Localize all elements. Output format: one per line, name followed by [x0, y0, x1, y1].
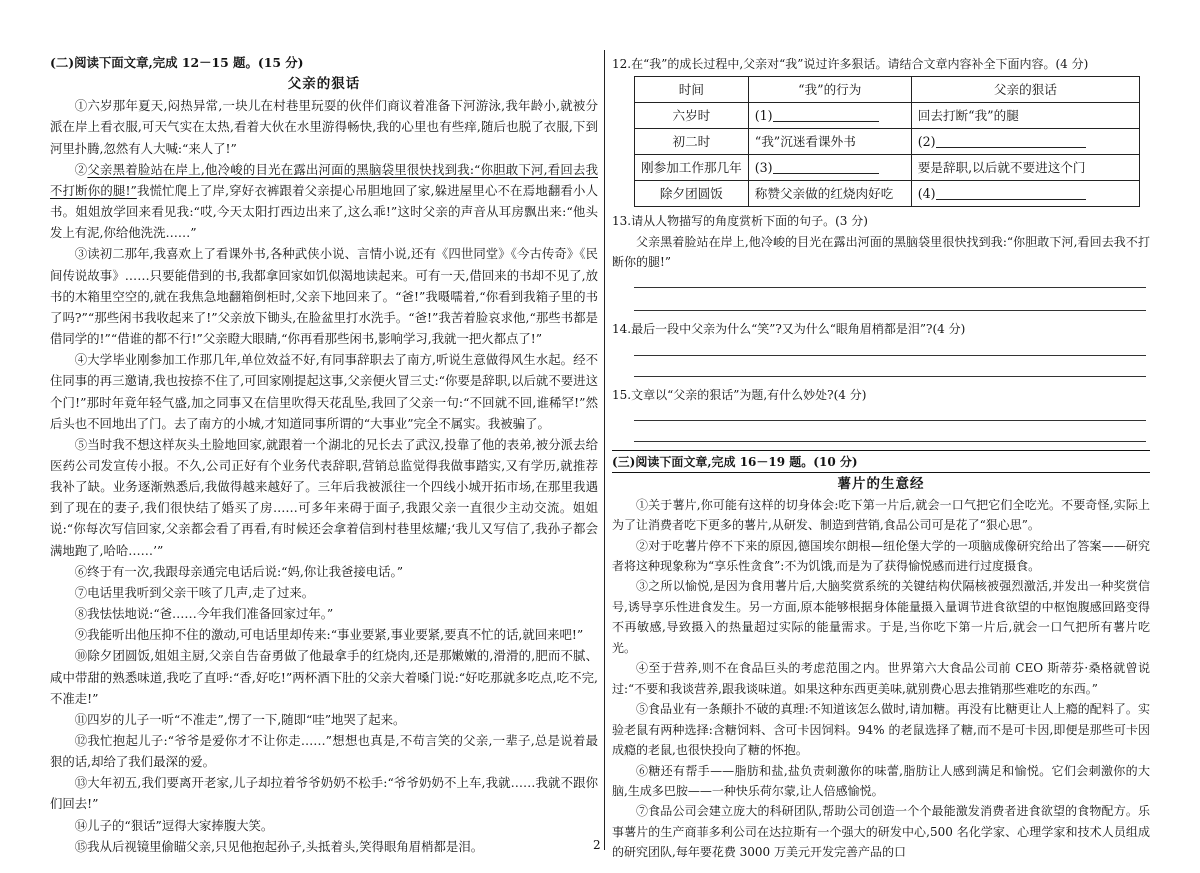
paragraph-14: ⑭儿子的“狠话”逗得大家捧腹大笑。: [74, 817, 274, 833]
article-2-paragraph: ①关于薯片,你可能有这样的切身体会:吃下第一片后,就会一口气把它们全吃光。不要奇怪,实际上为了让消费者吃下更多的薯片,从研发、制造到营销,食品公司可是花了“狠心思”。: [612, 497, 1150, 533]
answer-line: [634, 287, 1146, 288]
article-2-title: 薯片的生意经: [837, 476, 925, 493]
blank-label: (4): [917, 185, 936, 201]
paragraph-1: ①六岁那年夏天,闷热异常,一块儿在村巷里玩耍的伙伴们商议着准备下河游泳,我年龄小,就被分派在岸上看衣服,可天气实在太热,看着大伙在水里游得畅快,我的心里也有些痒,随后也脱了衣服,下到河里扑腾,忽然有人大喊:“来人了!”: [50, 98, 598, 156]
table-cell: 刚参加工作那几年: [635, 155, 749, 181]
answer-blank-line: [936, 185, 1086, 200]
question-12: 12.在“我”的成长过程中,父亲对“我”说过许多狠话。请结合文章内容补全下面内容。(4 分): [612, 57, 1089, 71]
paragraph-10: ⑩除夕团圆饭,姐姐主厨,父亲自告奋勇做了他最拿手的红烧肉,还是那嫩嫩的,滑滑的,肥而不腻、咸中带甜的熟悉味道,我吃了直呼:“香,好吃!”两杯酒下肚的父亲大着嗓门说:“好吃那就多吃点,吃不完,不准走!”: [50, 648, 598, 706]
blank-label: (1): [754, 107, 773, 123]
blank-label: (2): [917, 133, 936, 149]
answer-blank-cell[interactable]: [748, 103, 911, 129]
paragraph-15: ⑮我从后视镜里偷瞄父亲,只见他抱起孙子,头抵着头,笑得眼角眉梢都是泪。: [74, 838, 484, 854]
paragraph-12: ⑫我忙抱起儿子:“爷爷是爱你才不让你走……”想想也真是,不苟言笑的父亲,一辈子,总是说着最狠的话,却给了我们最深的爱。: [50, 733, 598, 770]
paragraph-11: ⑪四岁的儿子一听“不准走”,愣了一下,随即“哇”地哭了起来。: [74, 711, 406, 727]
article-2-paragraph: ⑦食品公司会建立庞大的科研团队,帮助公司创造一个个最能激发消费者进食欲望的食物配方。乐事薯片的生产商菲多利公司在达拉斯有一个强大的研发中心,500 名化学家、心理学家和技术人员组成的研究团队,每年要花费 3000 万美元开发完善产品的口: [612, 804, 1150, 860]
answer-lines-14[interactable]: [612, 339, 1150, 377]
section-2-header: (二)阅读下面文章,完成 12－15 题。(15 分): [50, 55, 304, 70]
article-2-paragraph: ③之所以愉悦,是因为食用薯片后,大脑奖赏系统的关键结构伏隔核被强烈激活,并发出一种奖赏信号,诱导享乐性进食发生。另一方面,原本能够根据身体能量摄入量调节进食欲望的中枢饱腹感回路变得不再敏感,导致摄入的热量超过实际的能量需求。于是,当你吃下第一片后,就会一口气把所有薯片吃光。: [612, 579, 1150, 655]
paragraph-13: ⑬大年初五,我们要离开老家,儿子却拉着爷爷奶奶不松手:“爷爷奶奶不上车,我就……我就不跟你们回去!”: [50, 775, 598, 812]
table-cell: 除夕团圆饭: [635, 181, 749, 207]
answer-blank-line: [773, 159, 879, 174]
table-row: [635, 129, 1140, 155]
table-cell: 六岁时: [635, 103, 749, 129]
answer-line: [634, 441, 1146, 442]
answer-line: [634, 376, 1146, 377]
paragraph-2-rest: 我慌忙爬上了岸,穿好衣裤跟着父亲提心吊胆地回了家,躲进屋里心不在焉地翻看小人书。姐姐放学回来看见我:“哎,今天太阳打西边出来了,这么乖!”这时父亲的声音从耳房飘出来:“他头发上有泥,你给他洗洗……”: [50, 182, 598, 241]
table-cell: 初二时: [635, 129, 749, 155]
answer-table: [634, 76, 1140, 207]
article-2-paragraph: ②对于吃薯片停不下来的原因,德国埃尔朗根—纽伦堡大学的一项脑成像研究给出了答案——研究者将这种现象称为“享乐性贪食”:不为饥饿,而是为了获得愉悦感而进行过度摄食。: [612, 538, 1150, 573]
paragraph-8: ⑧我怯怯地说:“爸……今年我们准备回家过年。”: [74, 606, 334, 622]
answer-line: [634, 420, 1146, 421]
question-14: 14.最后一段中父亲为什么“笑”?又为什么“眼角眉梢都是泪”?(4 分): [612, 321, 966, 336]
answer-blank-cell[interactable]: [911, 181, 1139, 207]
right-column: [612, 54, 1150, 863]
question-13-quote: 父亲黑着脸站在岸上,他冷峻的目光在露出河面的黑脑袋里很快找到我:“你胆敢下河,看回去我不打断你的腿!”: [612, 234, 1150, 270]
table-cell: 称赞父亲做的红烧肉好吃: [748, 181, 911, 207]
table-header-cell: 时间: [635, 77, 749, 103]
answer-blank-cell[interactable]: [748, 155, 911, 181]
answer-lines-15[interactable]: [612, 406, 1150, 442]
table-header-cell: 父亲的狠话: [911, 77, 1139, 103]
blank-label: (3): [754, 159, 773, 175]
table-header-row: [635, 77, 1140, 103]
question-15: 15.文章以“父亲的狠话”为题,有什么妙处?(4 分): [612, 388, 867, 403]
paragraph-2: [50, 159, 598, 244]
left-column: [50, 52, 598, 857]
paragraph-3: ③读初二那年,我喜欢上了看课外书,各种武侠小说、言情小说,还有《四世同堂》《今古传奇》《民间传说故事》……只要能借到的书,我都拿回家如饥似渴地读起来。可有一天,借回来的书却不见了,放书的木箱里空空的,就在我焦急地翻箱倒柜时,父亲下地回来了。“爸!”我嗫嚅着,“你看到我箱子里的书了吗?”“那些闲书我收起来了!”父亲放下锄头,在脸盆里打水洗手。“爸!”我苦着脸哀求他,“那些书都是借同学的!”“借谁的都不行!”父亲瞪大眼睛,“你再看那些闲书,影响学习,我就一把火都点了!”: [50, 246, 598, 347]
paragraph-2-number: ②: [74, 161, 88, 177]
page-number: 2: [593, 838, 601, 852]
paragraph-9: ⑨我能听出他压抑不住的激动,可电话里却传来:“事业要紧,事业要紧,要真不忙的话,就回来吧!”: [74, 627, 584, 643]
answer-lines-13[interactable]: [612, 273, 1150, 311]
paragraph-7: ⑦电话里我听到父亲干咳了几声,走了过来。: [74, 584, 315, 600]
underlined-sentence: 父亲黑着脸站在岸上,他冷峻的目光在露出河面的黑脑袋里很快找到我:“你胆敢下河,看回去我不打断你的腿!”: [50, 161, 598, 198]
table-row: [635, 103, 1140, 129]
question-13: 13.请从人物描写的角度赏析下面的句子。(3 分): [612, 214, 868, 229]
paragraph-4: ④大学毕业刚参加工作那几年,单位效益不好,有同事辞职去了南方,听说生意做得风生水起。经不住同事的再三邀请,我也按捺不住了,可回家刚提起这事,父亲便火冒三丈:“你要是辞职,以后就不要进这个门!”那时年竟年轻气盛,加之同事又在信里吹得天花乱坠,我回了父亲一句:“不回就不回,谁稀罕!”然后头也不回地出了门。去了南方的小城,才知道同事所谓的“大事业”完全不属实。我被骗了。: [50, 352, 598, 431]
article-2-paragraph: ④至于营养,则不在食品巨头的考虑范围之内。世界第六大食品公司前 CEO 斯蒂芬·桑格就曾说过:“不要和我谈营养,跟我谈味道。如果这种东西更美味,就别费心思去推销那些难吃的东西。”: [612, 661, 1150, 696]
paragraph-6: ⑥终于有一次,我跟母亲通完电话后说:“妈,你让我爸接电话。”: [74, 563, 404, 579]
table-cell: “我”沉迷看课外书: [748, 129, 911, 155]
column-divider: [604, 50, 605, 850]
answer-blank-line: [773, 107, 879, 122]
answer-line: [634, 310, 1146, 311]
table-cell: 要是辞职,以后就不要进这个门: [911, 155, 1139, 181]
table-header-cell: “我”的行为: [748, 77, 911, 103]
article-title: 父亲的狠话: [287, 76, 361, 93]
article-2-paragraph: ⑥糖还有帮手——脂肪和盐,盐负责刺激你的味蕾,脂肪让人感到满足和愉悦。它们会刺激你的大脑,生成多巴胺——一种快乐荷尔蒙,让人倍感愉悦。: [612, 763, 1150, 798]
table-row: [635, 181, 1140, 207]
paragraph-5: ⑤当时我不想这样灰头土脸地回家,就跟着一个湖北的兄长去了武汉,投靠了他的表弟,被分派去给医药公司发宣传小报。不久,公司正好有个业务代表辞职,营销总监觉得我做事踏实,又有学历,就推荐我补了缺。业务逐渐熟悉后,我做得越来越好了。三年后我被派往一个四线小城开拓市场,在那里我遇到了现在的妻子,我们很快结了婚买了房……可多年来碍于面子,我跟父亲一直很少主动交流。姐姐说:“你每次写信回家,父亲都会看了再看,有时候还会拿着信到村巷里炫耀;‘我儿又写信了,我孙子都会满地跑了,哈哈……’”: [50, 436, 598, 558]
table-row: [635, 155, 1140, 181]
section-3-header: (三)阅读下面文章,完成 16－19 题。(10 分): [612, 450, 1150, 473]
article-body: [50, 95, 598, 857]
answer-line: [634, 355, 1146, 356]
article-2-paragraph: ⑤食品业有一条颠扑不破的真理:不知道该怎么做时,请加糖。再没有比糖更让人上瘾的配料了。实验老鼠有两种选择:含糖饲料、含可卡因饲料。94% 的老鼠选择了糖,而不是可卡因,即便是那些可卡因成瘾的老鼠,也很快投向了糖的怀抱。: [612, 702, 1150, 758]
answer-blank-line: [936, 133, 1086, 148]
table-cell: 回去打断“我”的腿: [911, 103, 1139, 129]
answer-blank-cell[interactable]: [911, 129, 1139, 155]
